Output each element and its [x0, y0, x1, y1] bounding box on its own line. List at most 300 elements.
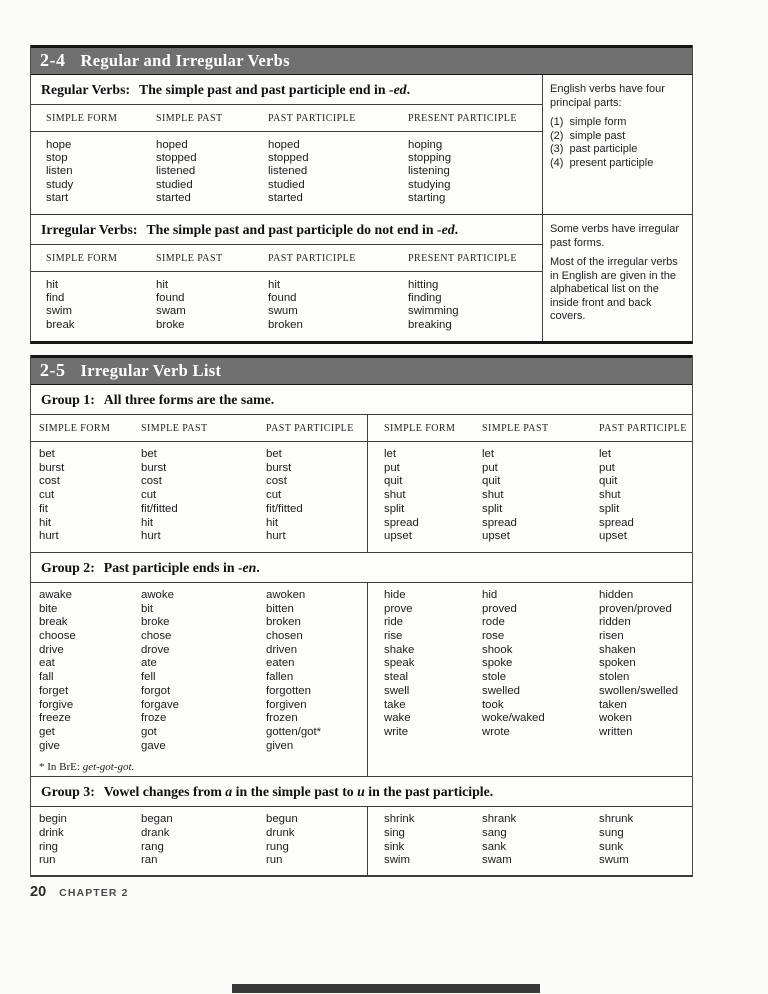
verb-row	[31, 671, 367, 685]
verb-cell: let	[482, 448, 495, 460]
irregular-verb-table	[31, 272, 542, 341]
col-past-participle: PAST PARTICIPLE	[268, 253, 356, 265]
irregular-forms-note	[543, 215, 692, 341]
verb-cell: rise	[384, 630, 403, 643]
column-header-row	[31, 105, 542, 132]
verb-cell: study	[46, 178, 74, 191]
verb-cell: choose	[39, 630, 76, 643]
chart-2-4-title-bar	[31, 45, 692, 75]
verb-row	[368, 603, 692, 617]
verb-row	[31, 589, 367, 603]
heading-period: .	[406, 82, 411, 97]
heading-em: -en	[237, 559, 257, 575]
verb-cell: started	[268, 191, 303, 204]
verb-cell: forgotten	[266, 684, 311, 697]
verb-cell: swollen/swelled	[599, 684, 679, 697]
verb-cell: put	[482, 461, 498, 474]
verb-cell: studying	[408, 178, 451, 191]
verb-cell: hidden	[599, 588, 634, 601]
verb-row	[368, 685, 692, 699]
verb-cell: awoken	[266, 588, 306, 601]
verb-cell: quit	[482, 475, 501, 488]
verb-row	[31, 292, 542, 305]
verb-row	[368, 671, 692, 685]
verb-cell: fallen	[266, 671, 294, 684]
verb-cell: shake	[384, 643, 415, 656]
verb-cell: wake	[384, 712, 411, 725]
verb-row	[31, 489, 367, 503]
verb-cell: found	[268, 292, 297, 305]
verb-cell: prove	[384, 602, 413, 615]
chart-title: Irregular Verb List	[80, 361, 222, 380]
verb-row	[368, 475, 692, 489]
verb-row	[31, 279, 542, 292]
group2-left-table	[31, 583, 367, 753]
verb-cell: rode	[482, 616, 505, 629]
heading-period: .	[454, 222, 459, 238]
heading-text: The simple past and past participle end in	[139, 82, 389, 97]
verb-cell: find	[46, 292, 65, 305]
verb-row	[368, 827, 692, 841]
note-item: (4) present participle	[550, 156, 654, 169]
verb-row	[368, 644, 692, 658]
verb-cell: bite	[39, 602, 58, 615]
verb-cell: burst	[266, 461, 292, 474]
verb-cell: shut	[599, 489, 621, 502]
verb-cell: finding	[408, 292, 442, 305]
heading-period: .	[256, 559, 260, 575]
verb-cell: cut	[39, 489, 55, 502]
verb-row	[31, 740, 367, 754]
col-simple-past: SIMPLE PAST	[156, 253, 223, 265]
heading-label: Group 2:	[41, 559, 95, 575]
verb-row	[368, 530, 692, 544]
verb-cell: quit	[599, 475, 618, 488]
heading-label: Group 3:	[41, 784, 95, 800]
group1-heading	[31, 385, 692, 415]
verb-cell: ring	[39, 840, 58, 853]
verb-cell: gave	[141, 739, 166, 752]
verb-cell: swum	[268, 305, 298, 318]
verb-row	[31, 448, 367, 462]
verb-cell: burst	[39, 461, 65, 474]
verb-cell: chosen	[266, 630, 303, 643]
verb-cell: forgive	[39, 698, 74, 711]
verb-cell: hoped	[268, 139, 300, 151]
heading-text: All three forms are the same.	[103, 392, 275, 407]
verb-cell: sink	[384, 840, 405, 853]
col-present-participle: PRESENT PARTICIPLE	[408, 253, 517, 265]
irregular-verbs-heading	[31, 215, 542, 245]
verb-row	[31, 517, 367, 531]
verb-cell: spread	[599, 516, 634, 529]
verb-cell: drank	[141, 827, 170, 840]
verb-cell: begun	[266, 813, 298, 826]
verb-cell: awoke	[141, 588, 174, 601]
verb-cell: hit	[141, 516, 154, 529]
verb-cell: split	[482, 502, 503, 515]
chart-2-5-title-bar	[31, 355, 692, 385]
verb-row	[31, 644, 367, 658]
note-item: (2) simple past	[550, 129, 626, 142]
verb-cell: shut	[384, 489, 406, 502]
group3-table	[31, 807, 692, 875]
verb-cell: rose	[482, 630, 505, 643]
verb-cell: drove	[141, 643, 170, 656]
verb-row	[368, 854, 692, 868]
verb-cell: rang	[141, 840, 164, 853]
verb-cell: cost	[266, 475, 287, 488]
verb-row	[368, 489, 692, 503]
verb-row	[31, 192, 542, 205]
verb-cell: forget	[39, 684, 69, 697]
verb-cell: hurt	[141, 530, 161, 543]
column-header-row	[31, 415, 692, 442]
page-footer	[30, 884, 129, 900]
verb-cell: bitten	[266, 602, 294, 615]
verb-row	[368, 616, 692, 630]
verb-cell: let	[384, 448, 397, 460]
verb-cell: forgiven	[266, 698, 307, 711]
verb-cell: shrunk	[599, 813, 634, 826]
verb-row	[368, 813, 692, 827]
verb-cell: fit/fitted	[266, 502, 303, 515]
verb-cell: shrink	[384, 813, 415, 826]
verb-row	[31, 503, 367, 517]
verb-cell: proved	[482, 602, 517, 615]
column-header-row	[31, 245, 542, 272]
verb-cell: hide	[384, 588, 406, 601]
verb-row	[31, 152, 542, 165]
group2-table	[31, 583, 692, 776]
verb-cell: got	[141, 725, 157, 738]
verb-cell: listened	[156, 165, 196, 178]
verb-row	[31, 179, 542, 192]
verb-cell: ridden	[599, 616, 631, 629]
verb-cell: fell	[141, 671, 156, 684]
verb-cell: speak	[384, 657, 415, 670]
verb-cell: risen	[599, 630, 624, 643]
footnote-em: get-got-got.	[82, 761, 135, 774]
verb-cell: split	[599, 502, 620, 515]
verb-cell: broke	[141, 616, 170, 629]
verb-cell: ate	[141, 657, 157, 670]
verb-cell: drunk	[266, 827, 295, 840]
group1-right-table	[368, 442, 692, 552]
verb-cell: shaken	[599, 643, 636, 656]
verb-row	[368, 657, 692, 671]
col-past-participle: PAST PARTICIPLE	[599, 423, 687, 434]
col-simple-past: SIMPLE PAST	[482, 423, 549, 434]
verb-cell: hurt	[266, 530, 286, 543]
verb-cell: rung	[266, 840, 289, 853]
verb-row	[31, 475, 367, 489]
verb-row	[31, 827, 367, 841]
group2-left-half	[31, 583, 368, 776]
verb-cell: spoken	[599, 657, 636, 670]
verb-cell: drive	[39, 643, 64, 656]
verb-cell: frozen	[266, 712, 298, 725]
verb-cell: hope	[46, 139, 72, 151]
verb-row	[31, 699, 367, 713]
verb-cell: sunk	[599, 840, 624, 853]
verb-cell: stopping	[408, 152, 452, 165]
verb-cell: burst	[141, 461, 167, 474]
verb-cell: sung	[599, 827, 624, 840]
verb-row	[31, 319, 542, 332]
note-paragraph: Most of the irregular verbs in English are given in the alphabetical list on the inside front and back covers.	[550, 256, 678, 323]
verb-cell: bet	[266, 448, 282, 460]
group3-left-table	[31, 807, 368, 875]
column-headers-left	[31, 415, 368, 441]
verb-cell: shut	[482, 489, 504, 502]
group1-table	[31, 442, 692, 552]
verb-cell: drink	[39, 827, 64, 840]
verb-cell: swam	[482, 854, 512, 867]
heading-em: -ed	[437, 222, 455, 238]
verb-cell: spread	[482, 516, 517, 529]
verb-cell: studied	[268, 178, 305, 191]
verb-row	[31, 854, 367, 868]
verb-row	[31, 712, 367, 726]
verb-row	[31, 616, 367, 630]
heading-label: Irregular Verbs:	[41, 222, 138, 238]
verb-row	[368, 448, 692, 462]
verb-cell: run	[39, 854, 56, 867]
verb-cell: run	[266, 854, 283, 867]
verb-row	[31, 530, 367, 544]
verb-cell: gotten/got*	[266, 725, 322, 738]
col-simple-form: SIMPLE FORM	[46, 113, 118, 124]
col-past-participle: PAST PARTICIPLE	[266, 423, 354, 434]
verb-cell: swam	[156, 305, 186, 318]
verb-cell: hit	[39, 516, 52, 529]
verb-row	[368, 462, 692, 476]
verb-cell: break	[46, 318, 75, 331]
group3-right-table	[368, 807, 692, 875]
verb-cell: driven	[266, 643, 298, 656]
verb-cell: upset	[482, 530, 510, 543]
verb-cell: hit	[266, 516, 279, 529]
verb-cell: awake	[39, 588, 72, 601]
verb-row	[31, 139, 542, 152]
verb-cell: fall	[39, 671, 54, 684]
verb-cell: eaten	[266, 657, 295, 670]
verb-row	[31, 630, 367, 644]
verb-cell: spread	[384, 516, 419, 529]
verb-cell: shook	[482, 643, 513, 656]
verb-cell: start	[46, 191, 69, 204]
verb-cell: froze	[141, 712, 167, 725]
group2-heading	[31, 552, 692, 583]
verb-cell: listened	[268, 165, 308, 178]
col-past-participle: PAST PARTICIPLE	[268, 113, 356, 124]
verb-cell: stole	[482, 671, 507, 684]
verb-row	[31, 841, 367, 855]
verb-cell: swimming	[408, 305, 459, 318]
verb-cell: stop	[46, 152, 68, 165]
verb-row	[31, 305, 542, 318]
chart-number: 2-4	[40, 50, 66, 70]
verb-cell: written	[599, 725, 633, 738]
verb-cell: hit	[268, 279, 281, 292]
col-simple-form: SIMPLE FORM	[384, 423, 456, 434]
verb-row	[31, 462, 367, 476]
verb-cell: bit	[141, 602, 154, 615]
verb-cell: chose	[141, 630, 172, 643]
verb-cell: shrank	[482, 813, 517, 826]
verb-cell: started	[156, 191, 191, 204]
scan-artifact-bar	[232, 984, 540, 993]
verb-cell: upset	[384, 530, 412, 543]
verb-cell: swim	[46, 305, 72, 318]
col-simple-form: SIMPLE FORM	[39, 423, 111, 434]
heading-text: in the simple past to	[232, 784, 358, 800]
verb-cell: hit	[46, 279, 59, 292]
note-item: (3) past participle	[550, 143, 638, 155]
group2-right-table	[368, 583, 692, 776]
verb-cell: broke	[156, 318, 185, 331]
chapter-label: CHAPTER 2	[59, 887, 129, 899]
verb-cell: bet	[141, 448, 157, 460]
verb-cell: listening	[408, 165, 450, 178]
verb-cell: swelled	[482, 684, 520, 697]
verb-cell: breaking	[408, 318, 452, 331]
bre-footnote	[31, 753, 367, 776]
verb-cell: freeze	[39, 712, 71, 725]
note-item: (1) simple form	[550, 116, 627, 128]
verb-cell: sing	[384, 827, 405, 840]
col-simple-past: SIMPLE PAST	[156, 113, 223, 124]
heading-label: Regular Verbs:	[41, 82, 131, 97]
verb-cell: split	[384, 502, 405, 515]
note-paragraph: Some verbs have irregular past forms.	[550, 223, 680, 249]
group1-left-table	[31, 442, 368, 552]
verb-cell: hit	[156, 279, 169, 292]
regular-verbs-section	[31, 75, 692, 214]
heading-em: u	[357, 784, 365, 800]
verb-cell: proven/proved	[599, 602, 672, 615]
heading-text: The simple past and past participle do not end in	[146, 222, 438, 238]
verb-cell: starting	[408, 191, 446, 204]
verb-row	[368, 630, 692, 644]
verb-cell: hurt	[39, 530, 59, 543]
verb-cell: cost	[141, 475, 162, 488]
verb-cell: cut	[266, 489, 282, 502]
verb-cell: stopped	[156, 152, 197, 165]
verb-cell: put	[599, 461, 615, 474]
col-present-participle: PRESENT PARTICIPLE	[408, 113, 517, 124]
verb-row	[31, 685, 367, 699]
page-number: 20	[30, 884, 47, 900]
verb-cell: quit	[384, 475, 403, 488]
verb-cell: wrote	[482, 725, 510, 738]
verb-cell: given	[266, 739, 294, 752]
verb-row	[31, 813, 367, 827]
verb-cell: stolen	[599, 671, 630, 684]
verb-cell: began	[141, 813, 173, 826]
verb-cell: eat	[39, 657, 55, 670]
verb-cell: steal	[384, 671, 409, 684]
verb-row	[31, 165, 542, 178]
verb-cell: took	[482, 698, 504, 711]
chart-2-5	[30, 355, 693, 877]
verb-row	[368, 726, 692, 740]
principal-parts-note	[543, 75, 692, 214]
irregular-verbs-section	[31, 214, 692, 341]
verb-cell: stopped	[268, 152, 309, 165]
verb-cell: get	[39, 725, 55, 738]
verb-row	[368, 712, 692, 726]
col-simple-past: SIMPLE PAST	[141, 423, 208, 434]
verb-cell: write	[384, 725, 409, 738]
verb-cell: swum	[599, 854, 629, 867]
verb-cell: ride	[384, 616, 403, 629]
verb-row	[368, 503, 692, 517]
verb-cell: woke/waked	[482, 712, 545, 725]
verb-row	[368, 517, 692, 531]
regular-verb-table	[31, 132, 542, 214]
verb-cell: listen	[46, 165, 73, 178]
col-simple-form: SIMPLE FORM	[46, 253, 118, 265]
regular-verbs-heading	[31, 75, 542, 105]
verb-cell: fit/fitted	[141, 502, 178, 515]
verb-cell: hid	[482, 588, 498, 601]
verb-cell: spoke	[482, 657, 513, 670]
verb-cell: taken	[599, 698, 627, 711]
footnote-prefix: * In BrE:	[39, 761, 83, 774]
verb-row	[368, 699, 692, 713]
verb-cell: upset	[599, 530, 627, 543]
verb-row	[368, 841, 692, 855]
verb-cell: woken	[599, 712, 632, 725]
chart-2-4	[30, 45, 693, 344]
verb-cell: let	[599, 448, 612, 460]
verb-cell: break	[39, 616, 68, 629]
heading-text: Vowel changes from	[103, 784, 226, 800]
verb-cell: fit	[39, 502, 48, 515]
verb-cell: sank	[482, 840, 507, 853]
heading-text: in the past participle.	[364, 784, 494, 800]
verb-cell: cost	[39, 475, 60, 488]
chart-title: Regular and Irregular Verbs	[80, 51, 290, 70]
verb-cell: begin	[39, 813, 67, 826]
verb-cell: studied	[156, 178, 193, 191]
verb-cell: take	[384, 698, 406, 711]
verb-cell: bet	[39, 448, 55, 460]
verb-row	[368, 589, 692, 603]
verb-cell: broken	[268, 318, 303, 331]
column-headers-right	[368, 415, 692, 441]
heading-text: Past participle ends in	[103, 559, 238, 575]
verb-row	[31, 726, 367, 740]
note-intro: English verbs have four principal parts:	[550, 83, 665, 109]
verb-cell: found	[156, 292, 185, 305]
verb-cell: forgot	[141, 684, 171, 697]
group3-heading	[31, 776, 692, 807]
verb-cell: cut	[141, 489, 157, 502]
verb-cell: put	[384, 461, 400, 474]
heading-em: a	[225, 784, 233, 800]
verb-cell: hitting	[408, 279, 439, 292]
verb-cell: forgave	[141, 698, 179, 711]
verb-cell: swim	[384, 854, 410, 867]
heading-em: -ed	[388, 82, 407, 97]
verb-cell: swell	[384, 684, 410, 697]
verb-cell: give	[39, 739, 60, 752]
verb-cell: broken	[266, 616, 301, 629]
verb-cell: hoped	[156, 139, 188, 151]
